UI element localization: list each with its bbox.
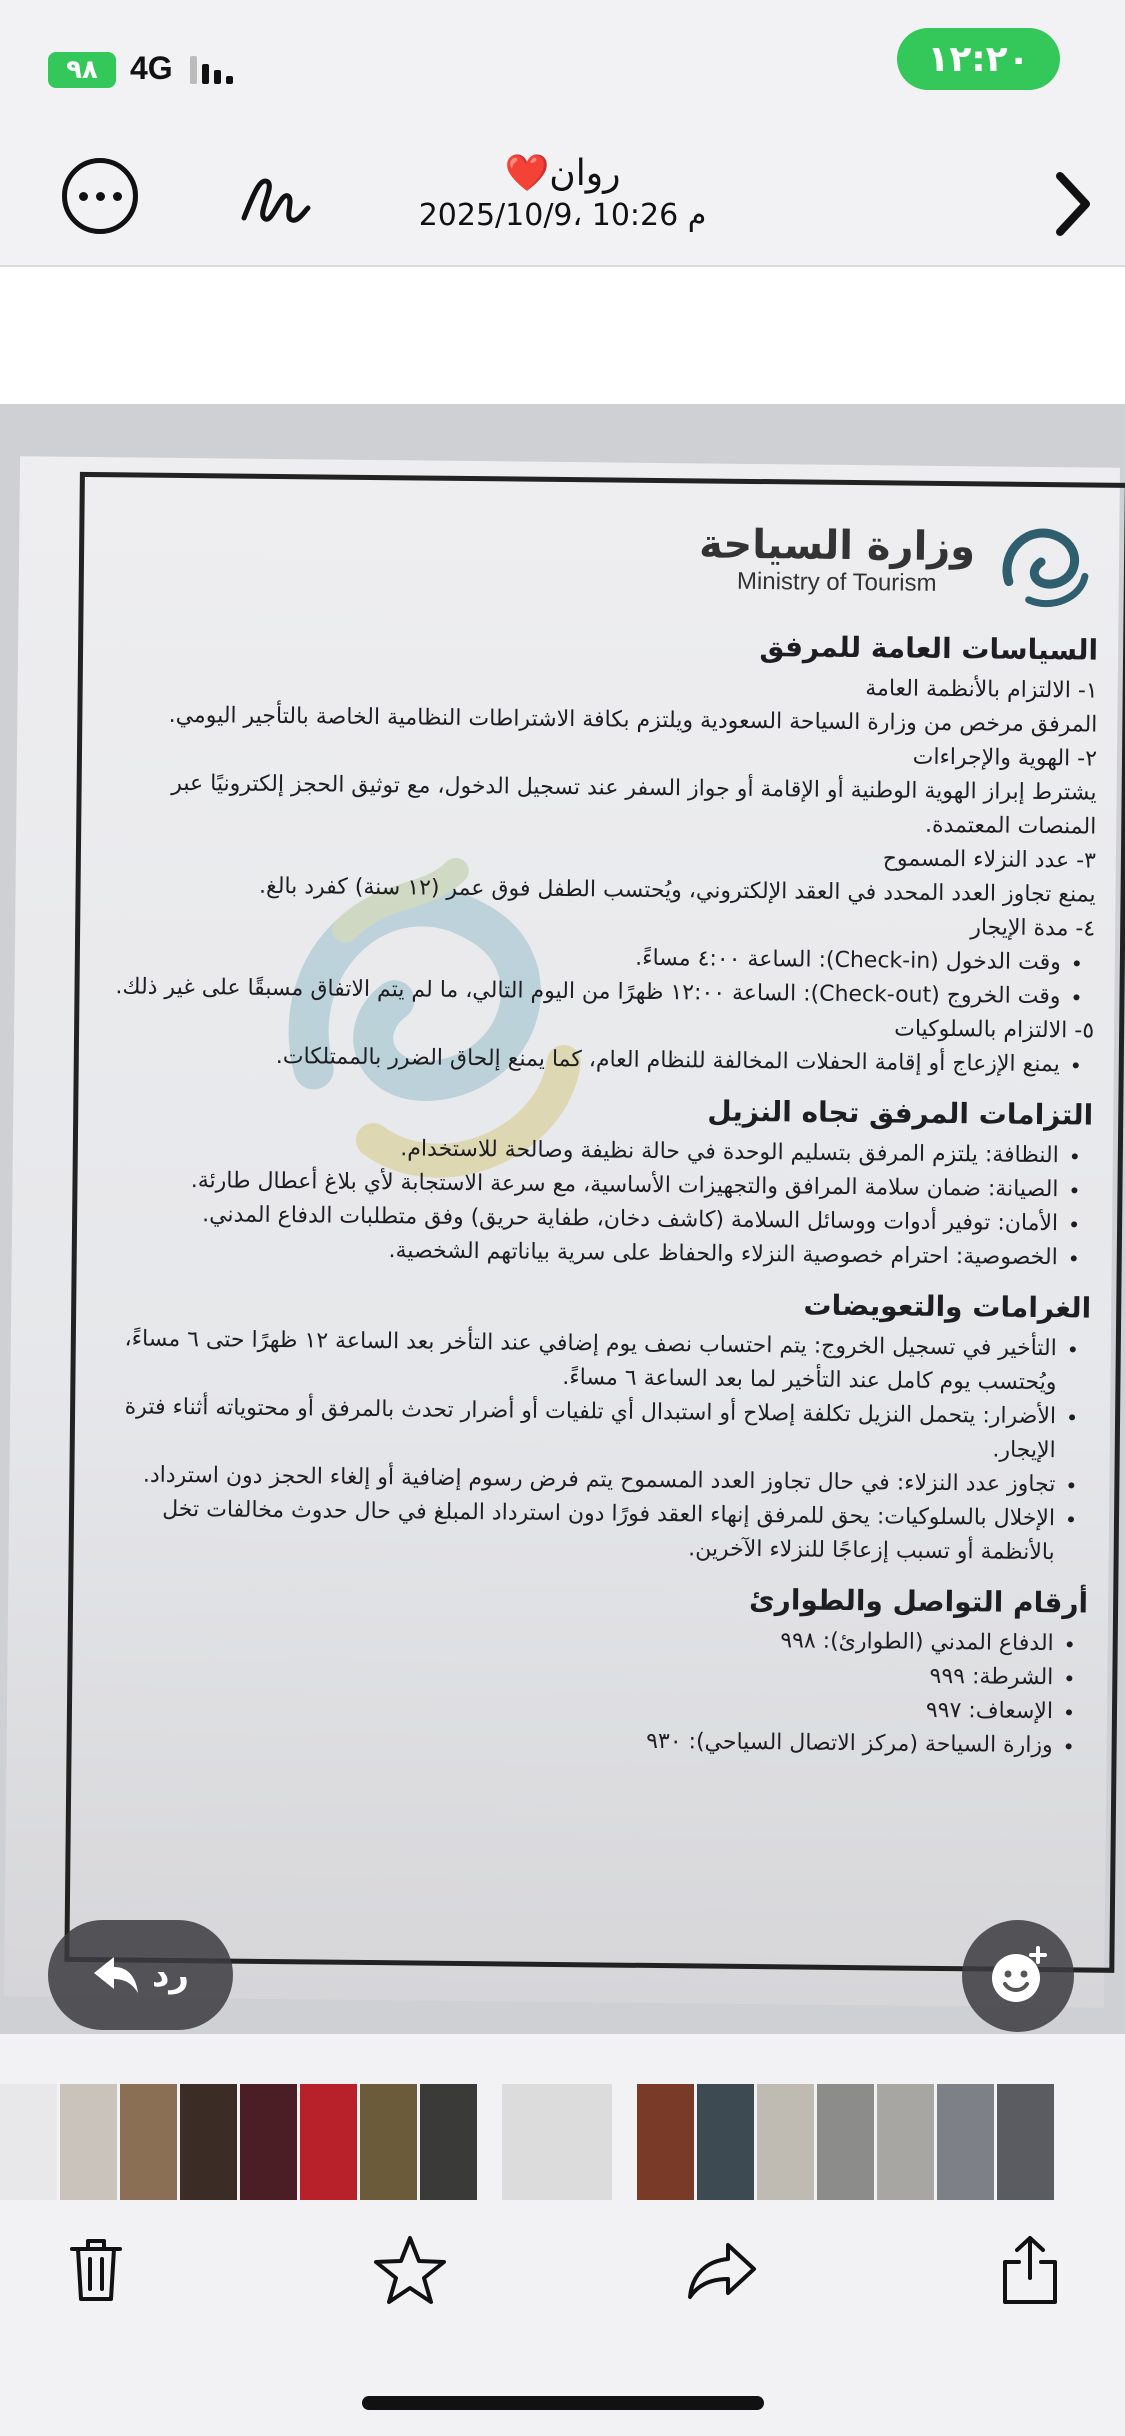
star-icon[interactable] [372,2232,448,2308]
reply-button[interactable] [48,1920,233,2030]
thumbnail[interactable] [420,2084,477,2200]
bullet-item: • الشرطة: ٩٩٩ [102,1651,1053,1695]
bullet-item: • التأخير في تسجيل الخروج: يتم احتساب نصف يوم إضافي عند التأخر بعد الساعة ١٢ ظهرًا حتى ٦ مساءً، ويُحتسب يوم كامل عند التأخير لما بعد الساعة ٦ مساءً. [105,1322,1057,1400]
section-title: السياسات العامة للمرفق [759,630,1099,667]
reply-label: رد [151,1955,190,1995]
battery-level: ٩٨ [66,55,98,85]
share-icon[interactable] [992,2232,1068,2308]
bullet-item: • الأمان: توفير أدوات ووسائل السلامة (كاشف دخان، طفاية حريق) وفق متطلبات الدفاع المدني. [107,1197,1058,1241]
ministry-emblem-icon [989,511,1100,612]
bottom-toolbar [0,2200,1125,2340]
document-sections [102,623,1099,1763]
thumbnail[interactable] [240,2084,297,2200]
paragraph: ٢- الهوية والإجراءات [912,744,1098,772]
section-title: أرقام التواصل والطوارئ [748,1582,1089,1620]
message-info [300,152,825,233]
status-bar [0,0,1125,140]
paragraph: يشترط إبراز الهوية الوطنية أو الإقامة أو جواز السفر عند تسجيل الدخول، مع توثيق الحجز إلكترونيًا عبر المنصات المعتمدة. [171,770,1097,840]
status-time: ١٢:٢٠ [897,28,1060,90]
paragraph: يمنع تجاوز العدد المحدد في العقد الإلكتروني، ويُحتسب الطفل فوق عمر (١٢ سنة) كفرد بالغ. [258,873,1096,908]
sender-name: روان❤️ [504,153,621,194]
ministry-name-en: Ministry of Tourism [736,567,937,597]
section-title: التزامات المرفق تجاه النزيل [707,1094,1094,1132]
paragraph: المرفق مرخص من وزارة السياحة السعودية ويلتزم بكافة الاشتراطات النظامية الخاصة بالتأجير اليومي. [168,702,1098,738]
photo-view[interactable] [0,404,1125,2034]
bullet-item: • الإخلال بالسلوكيات: يحق للمرفق إنهاء العقد فورًا دون استرداد المبلغ في حال حدوث مخالفات تخل بالأنظمة أو تسبب إزعاجًا للنزلاء الآخرين. [104,1492,1056,1570]
paragraph: ٤- مدة الإيجار [970,915,1096,942]
bullet-item: • الإسعاف: ٩٩٧ [102,1685,1053,1729]
add-reaction-button[interactable] [962,1920,1074,2032]
thumbnail[interactable] [180,2084,237,2200]
thumbnail[interactable] [60,2084,117,2200]
bullet-item: • وقت الدخول (Check-in): الساعة ٤:٠٠ مساءً. [110,936,1061,980]
reply-arrow-icon [92,1955,140,1995]
home-indicator [362,2396,764,2410]
ministry-logo [114,497,1100,617]
thumbnail[interactable] [0,2084,57,2200]
document-content [102,497,1100,1763]
battery-indicator [48,52,116,88]
paragraph: ٣- عدد النزلاء المسموح [882,846,1097,874]
signal-icon [190,56,233,84]
thumbnail[interactable] [937,2084,994,2200]
trash-icon[interactable] [58,2232,134,2308]
thumbnail-strip[interactable] [0,2084,1125,2200]
bullet-item: • الدفاع المدني (الطوارئ): ٩٩٨ [103,1617,1054,1661]
viewer-header [0,140,1125,267]
bullet-item: • الصيانة: ضمان سلامة المرافق والتجهيزات الأساسية، مع سرعة الاستجابة لأي بلاغ أعطال طارئة. [107,1163,1058,1207]
ellipsis-circle-icon[interactable] [62,158,138,234]
thumbnail[interactable] [997,2084,1054,2200]
thumbnail[interactable] [817,2084,874,2200]
message-date: 2025/10/9، 10:26 م [418,198,707,233]
bullet-item: • يمنع الإزعاج أو إقامة الحفلات المخالفة للنظام العام، كما يمنع إلحاق الضرر بالممتلكات. [109,1038,1060,1082]
thumbnail[interactable] [360,2084,417,2200]
thumbnail[interactable] [120,2084,177,2200]
bullet-item: • النظافة: يلتزم المرفق بتسليم الوحدة في حالة نظيفة وصالحة للاستخدام. [108,1129,1059,1173]
section-title: الغرامات والتعويضات [803,1288,1092,1325]
forward-icon[interactable] [684,2232,760,2308]
bullet-item: • الأضرار: يتحمل النزيل تكلفة إصلاح أو استبدال أي تلفيات أو أضرار تحدث بالمرفق أو محتوياته أثناء فترة الإيجار. [105,1390,1057,1468]
bullet-item: • وزارة السياحة (مركز الاتصال السياحي): ٩٣٠ [102,1719,1053,1763]
network-type: 4G [130,50,173,86]
thumbnail[interactable] [637,2084,694,2200]
thumbnail[interactable] [757,2084,814,2200]
chevron-right-icon[interactable] [1052,166,1096,242]
bullet-item: • الخصوصية: احترام خصوصية النزلاء والحفاظ على سرية بياناتهم الشخصية. [107,1231,1058,1275]
thumbnail[interactable] [300,2084,357,2200]
thumbnail-current[interactable] [502,2084,612,2200]
paragraph: ١- الالتزام بالأنظمة العامة [865,676,1098,704]
photo-top-margin [0,267,1125,404]
add-reaction-icon [986,1944,1050,2008]
thumbnail[interactable] [877,2084,934,2200]
paragraph: ٥- الالتزام بالسلوكيات [894,1016,1095,1044]
document-paper [4,456,1120,2007]
bullet-item: • تجاوز عدد النزلاء: في حال تجاوز العدد المسموح يتم فرض رسوم إضافية أو إلغاء الحجز دون استرداد. [104,1458,1055,1502]
thumbnail[interactable] [697,2084,754,2200]
ministry-name-ar: وزارة السياحة [698,521,976,571]
bullet-item: • وقت الخروج (Check-out): الساعة ١٢:٠٠ ظهرًا من اليوم التالي، ما لم يتم الاتفاق مسبقًا على غير ذلك. [109,970,1060,1014]
